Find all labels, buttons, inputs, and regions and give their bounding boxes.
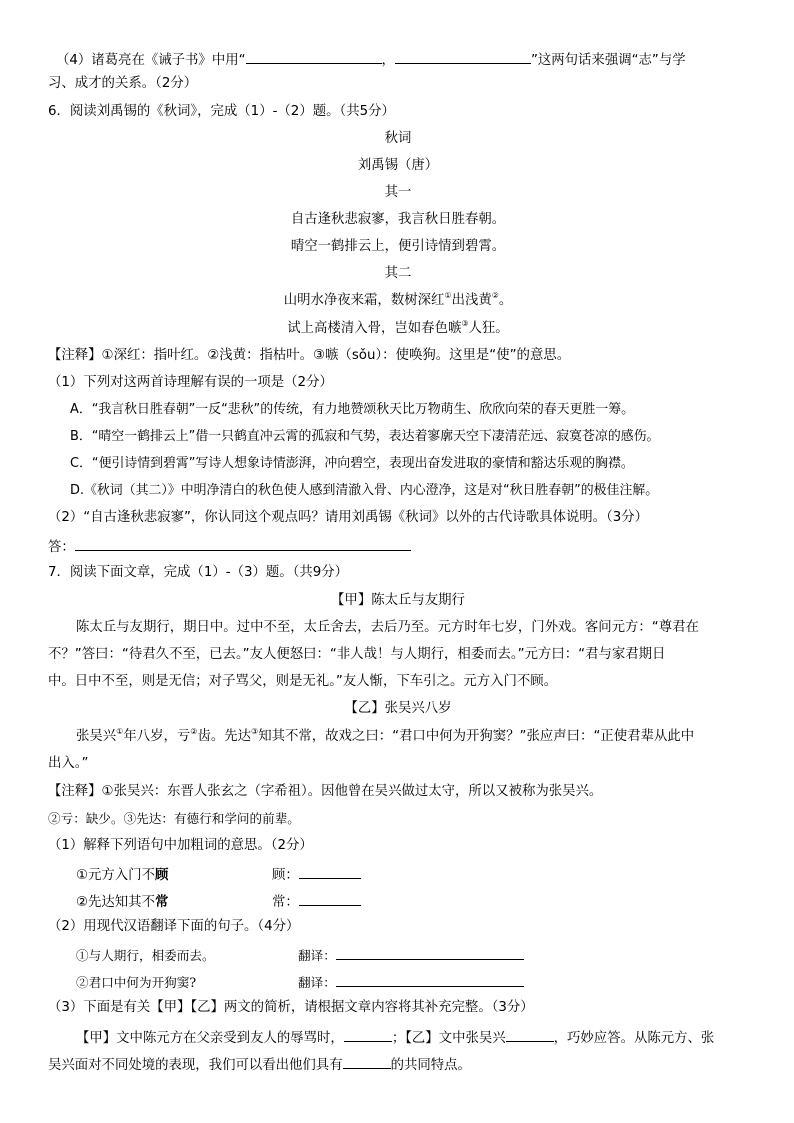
option-d[interactable]: D.《秋词（其二）》中明净清白的秋色使人感到清澈入骨、内心澄净，这是对“秋日胜春朝”的极佳注解。: [70, 483, 659, 498]
q7-sub1: （1）解释下列语句中加粗词的意思。（2分）: [48, 838, 313, 853]
poem-line: 山明水净夜来霜，数树深红①出浅黄②。: [283, 291, 513, 308]
poem-line: 自古逢秋悲寂寥，我言秋日胜春朝。: [290, 212, 506, 227]
footnote-mark: ②: [491, 291, 499, 300]
q7-sub2-item: ②君口中何为开狗窦? 翻译：: [48, 971, 776, 993]
q5-4-line2: 习、成才的关系。（2分）: [48, 76, 198, 91]
answer-blank[interactable]: [75, 535, 411, 551]
poem-author: 刘禹锡（唐）: [357, 158, 439, 173]
answer-blank[interactable]: [395, 48, 531, 64]
poem-title: 秋词: [384, 131, 412, 146]
poem-line: 试上高楼清入骨，岂如春色嗾③人狂。: [287, 319, 509, 336]
q6-heading: 6．阅读刘禹锡的《秋词》，完成（1）-（2）题。（共5分）: [48, 104, 395, 119]
q7-sub1-item: ②先达知其不常 常：: [48, 890, 776, 913]
answer-line: 答：: [48, 535, 748, 558]
q7-heading: 7．阅读下面文章，完成（1）-（3）题。（共9分）: [48, 565, 349, 580]
poem-notes: 【注释】①深红：指叶红。②浅黄：指枯叶。③嗾（sǒu）：使唤狗。这里是“使”的意思。: [48, 348, 571, 363]
jia-paragraph: 不？”答曰：“待君久不至，已去。”友人便怒曰：“非人哉！与人期行，相委而去。”元方曰：“君与家君期日: [48, 647, 666, 662]
option-c[interactable]: C．“便引诗情到碧霄”写诗人想象诗情澎湃，冲向碧空，表现出奋发进取的豪情和豁达乐观的胸襟。: [70, 456, 634, 471]
poem-part2-label: 其二: [384, 266, 412, 281]
footnote-mark: ②: [190, 727, 198, 736]
footnote-mark: ③: [461, 319, 469, 328]
poem-line: 晴空一鹤排云上，便引诗情到碧霄。: [290, 239, 506, 254]
jia-title: 【甲】陈太丘与友期行: [331, 593, 465, 608]
yi-note: ②亏：缺少。③先达：有德行和学问的前辈。: [48, 811, 300, 826]
answer-blank[interactable]: [506, 1026, 554, 1042]
q7-sub2: （2）用现代汉语翻译下面的句子。（4分）: [48, 919, 300, 934]
answer-blank[interactable]: [299, 863, 361, 879]
answer-blank[interactable]: [336, 944, 524, 960]
jia-paragraph: 陈太丘与友期行，期日中。过中不至，太丘舍去，去后乃至。元方时年七岁，门外戏。客问元方：“尊君在: [76, 620, 699, 635]
answer-blank[interactable]: [344, 1026, 392, 1042]
q6-sub2: （2）“自古逢秋悲寂寥”，你认同这个观点吗？请用刘禹锡《秋词》以外的古代诗歌具体说明。（3分）: [48, 510, 649, 525]
yi-paragraph: 出入。”: [48, 756, 89, 771]
yi-title: 【乙】张吴兴八岁: [344, 701, 452, 716]
answer-blank[interactable]: [336, 971, 524, 987]
q7-sub3-text: 吴兴面对不同处境的表现，我们可以看出他们具有 的共同特点。: [48, 1053, 748, 1076]
answer-blank[interactable]: [246, 48, 382, 64]
yi-note: 【注释】①张吴兴：东晋人张玄之（字希祖）。因他曾在吴兴做过太守，所以又被称为张吴兴。: [48, 784, 603, 799]
jia-paragraph: 中。日中不至，则是无信；对子骂父，则是无礼。”友人惭，下车引之。元方入门不顾。: [48, 674, 558, 689]
q5-4-line1: （4）诸葛亮在《诫子书》中用“ ， ”这两句话来强调“志”与学: [48, 48, 756, 71]
answer-blank[interactable]: [299, 890, 361, 906]
poem-part1-label: 其一: [384, 185, 412, 200]
answer-blank[interactable]: [343, 1053, 391, 1069]
q6-sub1: （1）下列对这两首诗理解有误的一项是（2分）: [48, 375, 333, 390]
q7-sub3-text: 【甲】文中陈元方在父亲受到友人的辱骂时， ；【乙】文中张吴兴 ，巧妙应答。从陈元方、张: [48, 1026, 776, 1049]
yi-paragraph: 张吴兴①年八岁，亏②齿。先达③知其不常，故戏之曰：“君口中何为开狗窦？”张应声曰：“正使君辈从此中: [76, 727, 695, 744]
footnote-mark: ①: [116, 727, 124, 736]
q7-sub2-item: ①与人期行，相委而去。 翻译：: [48, 944, 776, 966]
q7-sub3: （3）下面是有关【甲】【乙】两文的简析，请根据文章内容将其补充完整。（3分）: [48, 1000, 534, 1015]
option-a[interactable]: A．“我言秋日胜春朝”一反“悲秋”的传统，有力地赞颂秋天比万物萌生、欣欣向荣的春天更胜一筹。: [70, 402, 635, 417]
q7-sub1-item: ①元方入门不顾 顾：: [48, 863, 776, 886]
option-b[interactable]: B．“晴空一鹤排云上”借一只鹤直冲云霄的孤寂和气势，表达着寥廓天空下凄清茫远、寂寞苍凉的感伤。: [70, 429, 660, 444]
footnote-mark: ③: [251, 727, 259, 736]
footnote-mark: ①: [444, 291, 452, 300]
